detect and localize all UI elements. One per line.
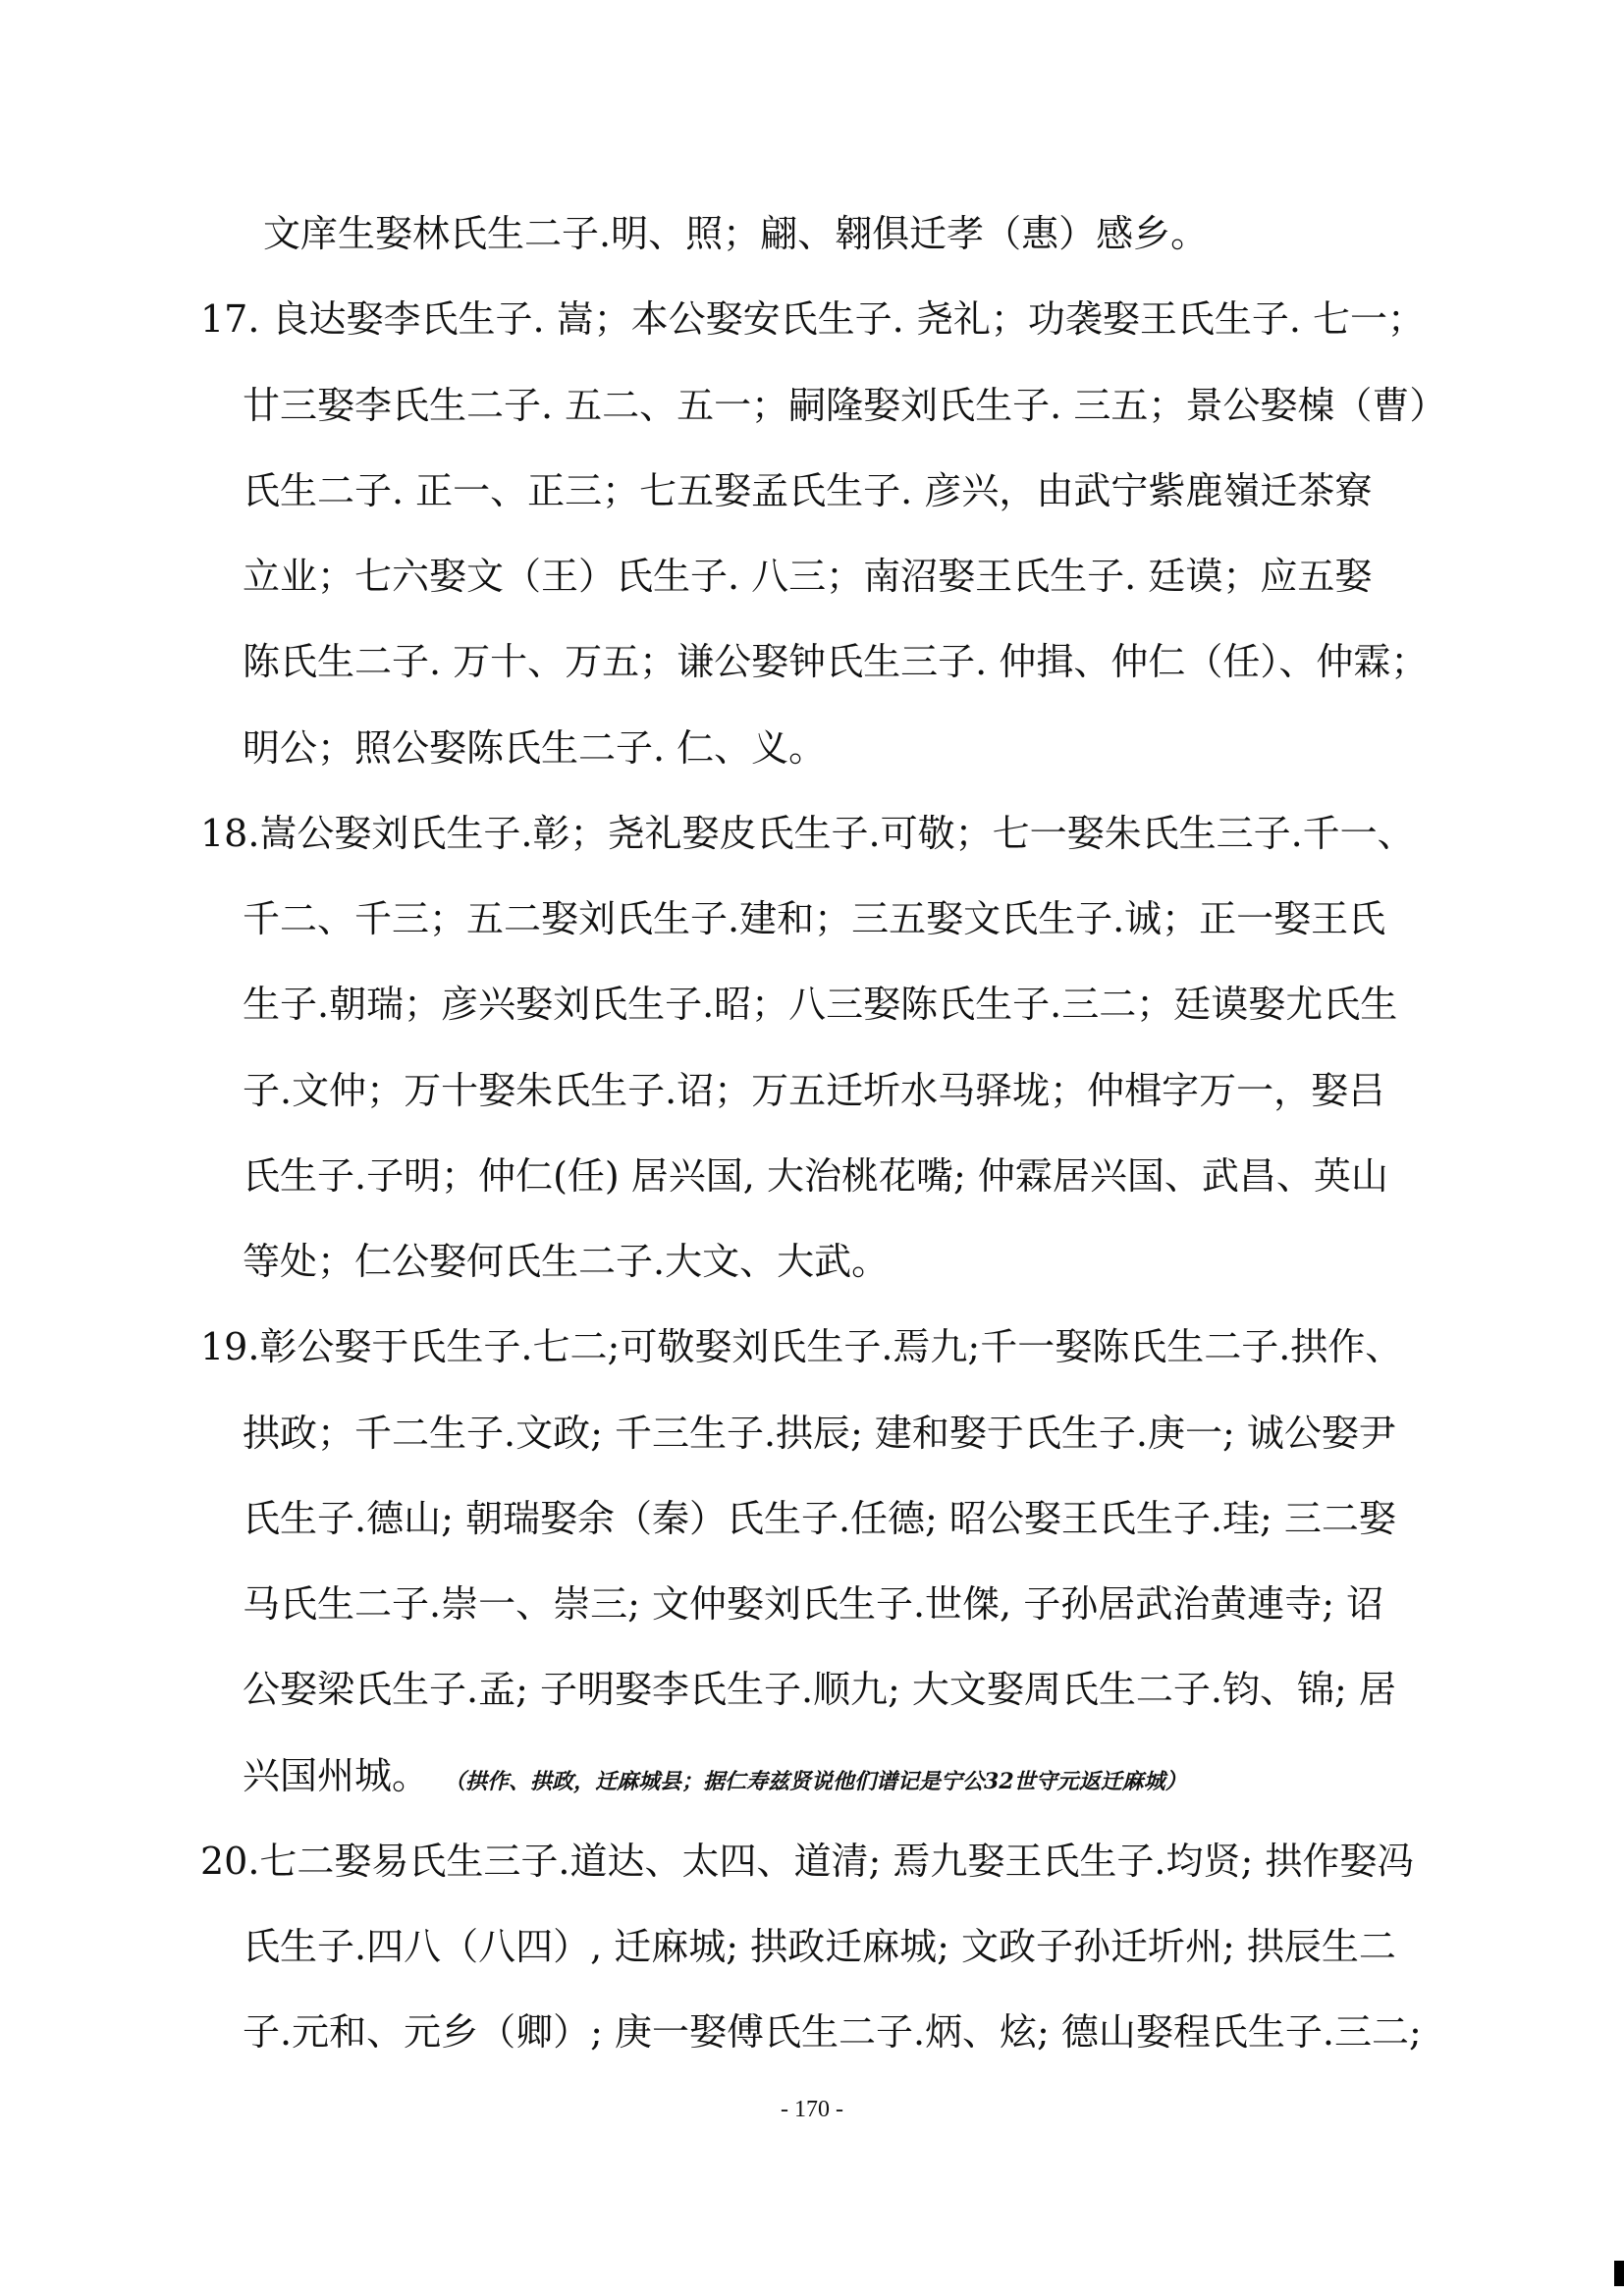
text-line: 氏生子.四八（八四）, 迁麻城; 拱政迁麻城; 文政子孙迁圻州; 拱辰生二 — [243, 1925, 1396, 1968]
text-line: 公娶梁氏生子.孟; 子明娶李氏生子.顺九; 大文娶周氏生二子.钧、锦; 居 — [243, 1668, 1396, 1711]
text-line: 拱政；千二生子.文政; 千三生子.拱辰; 建和娶于氏生子.庚一; 诚公娶尹 — [243, 1412, 1396, 1455]
text-line: 19.彰公娶于氏生子.七二;可敬娶刘氏生子.焉九;千一娶陈氏生二子.拱作、 — [200, 1325, 1403, 1368]
text-line: 17. 良达娶李氏生子. 嵩；本公娶安氏生子. 尧礼；功袭娶王氏生子. 七一； — [200, 297, 1425, 341]
text-line: 兴国州城。 — [243, 1754, 430, 1797]
text-line: 明公；照公娶陈氏生二子. 仁、义。 — [243, 726, 827, 770]
text-line: 千二、千三；五二娶刘氏生子.建和；三五娶文氏生子.诚；正一娶王氏 — [243, 897, 1386, 940]
text-line: 氏生子.德山; 朝瑞娶余（秦）氏生子.任德; 昭公娶王氏生子.珪; 三二娶 — [243, 1497, 1396, 1540]
text-line: 18.嵩公娶刘氏生子.彰；尧礼娶皮氏生子.可敬；七一娶朱氏生三子.千一、 — [200, 812, 1415, 855]
text-line: 文庠生娶林氏生二子.明、照；翩、翱俱迁孝（惠）感乡。 — [263, 212, 1209, 255]
text-line: 陈氏生二子. 万十、万五；谦公娶钟氏生三子. 仲揖、仲仁（任）、仲霖； — [243, 640, 1429, 683]
text-line: 子.文仲；万十娶朱氏生子.诏；万五迁圻水马驿垅；仲楫字万一，娶吕 — [243, 1069, 1386, 1112]
annotation-note: （拱作、拱政，迁麻城县；据仁寿兹贤说他们谱记是宁公32世守元返迁麻城） — [455, 1769, 1187, 1794]
text-line: 生子.朝瑞；彦兴娶刘氏生子.昭；八三娶陈氏生子.三二；廷谟娶尤氏生 — [243, 983, 1398, 1026]
page-number: - 170 - — [781, 2097, 843, 2122]
text-line: 氏生子.子明；仲仁(任) 居兴国, 大治桃花嘴; 仲霖居兴国、武昌、英山 — [243, 1154, 1388, 1198]
text-line: 马氏生二子.崇一、崇三; 文仲娶刘氏生子.世傑, 子孙居武治黄連寺; 诏 — [243, 1582, 1384, 1626]
text-line: 廿三娶李氏生二子. 五二、五一；嗣隆娶刘氏生子. 三五；景公娶槕（曹） — [243, 384, 1447, 427]
text-line: 子.元和、元乡（卿）; 庚一娶傅氏生二子.炳、炫; 德山娶程氏生子.三二; — [243, 2010, 1422, 2054]
text-line: 氏生二子. 正一、正三；七五娶孟氏生子. 彦兴，由武宁紫鹿嶺迁茶寮 — [243, 469, 1373, 512]
scan-edge-mark — [1614, 2261, 1624, 2286]
text-line: 立业；七六娶文（王）氏生子. 八三；南沼娶王氏生子. 廷谟；应五娶 — [243, 555, 1373, 598]
text-line: 20.七二娶易氏生三子.道达、太四、道清; 焉九娶王氏生子.均贤; 拱作娶冯 — [200, 1840, 1415, 1883]
text-line-with-note — [243, 1754, 1187, 1803]
text-line: 等处；仁公娶何氏生二子.大文、大武。 — [243, 1240, 890, 1283]
